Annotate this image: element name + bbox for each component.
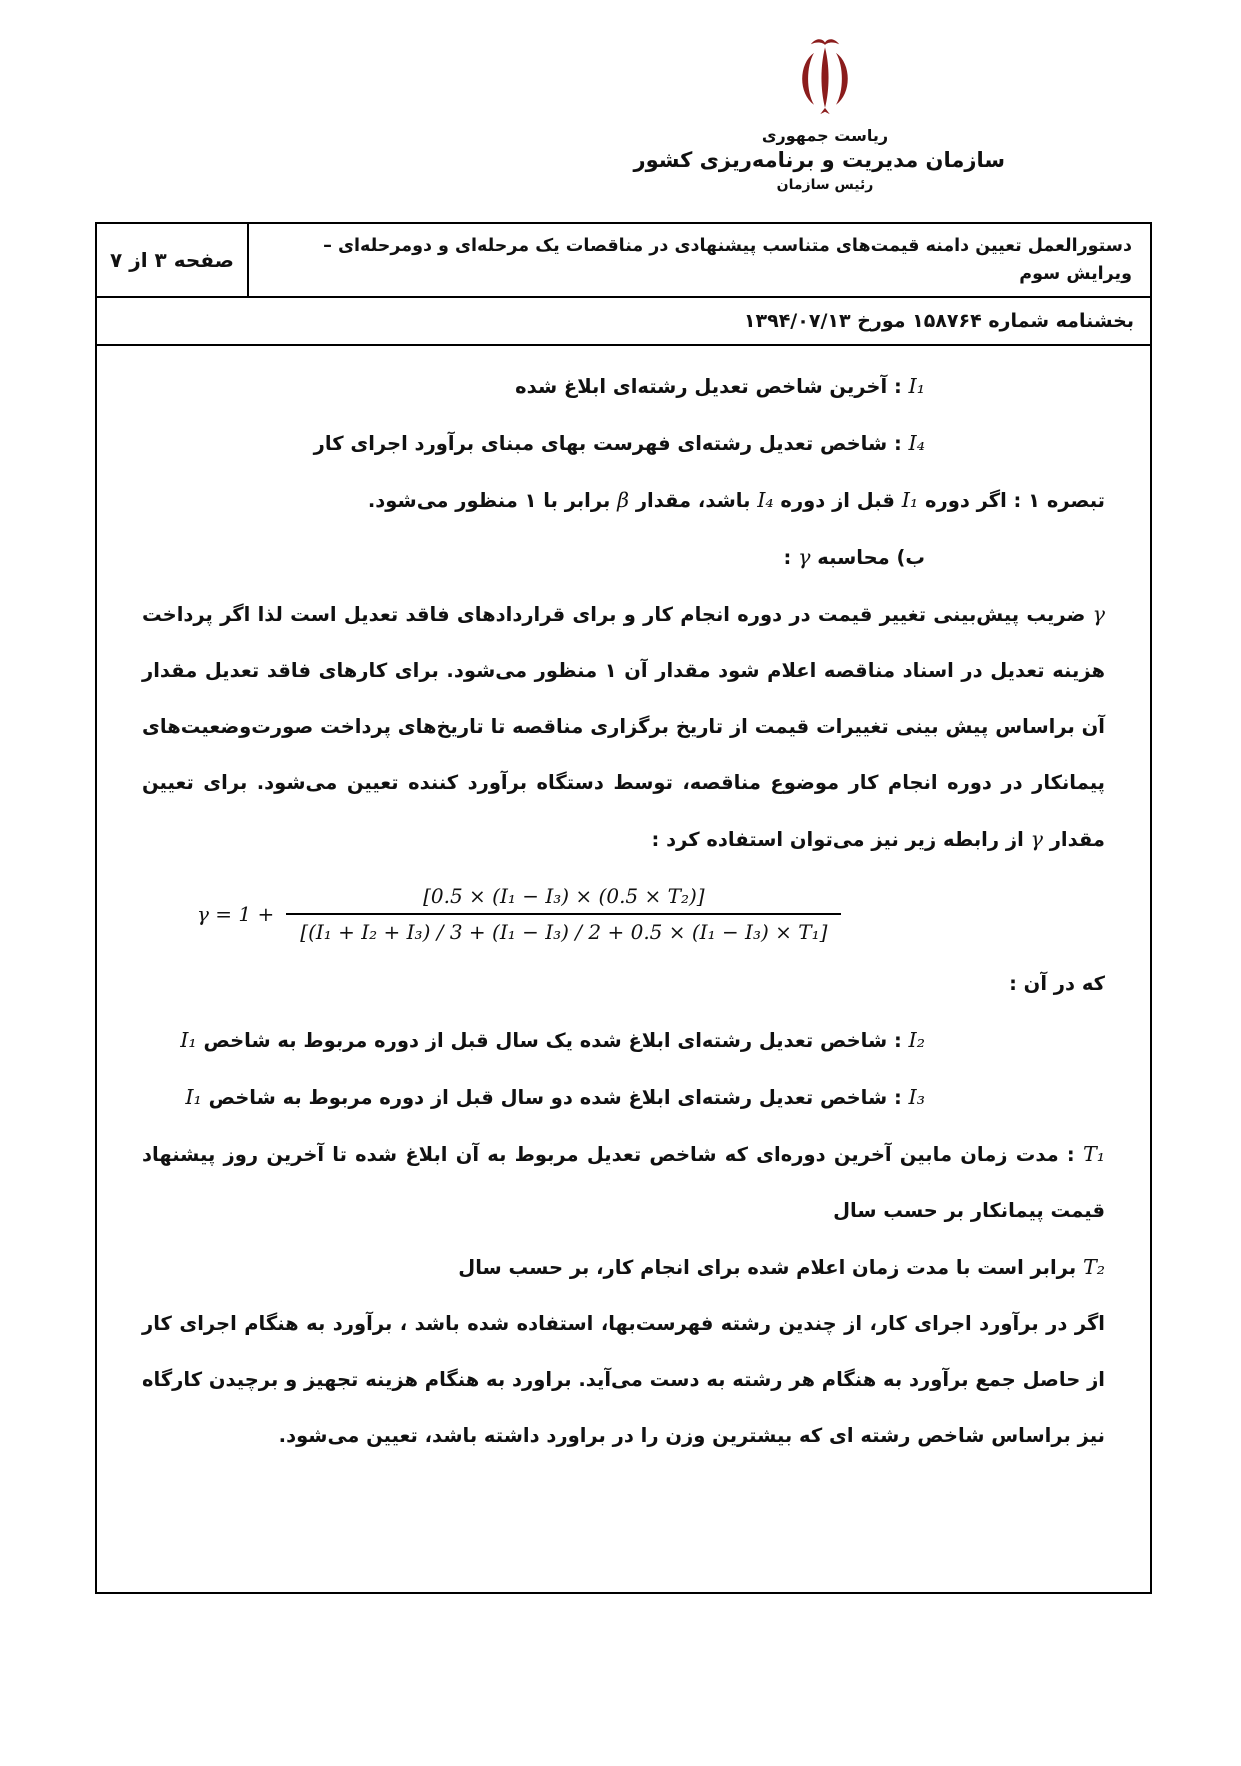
letterhead-presidency: ریاست جمهوری bbox=[761, 126, 889, 145]
text-run: برابر است با مدت زمان اعلام شده برای انجام کار، بر حسب سال bbox=[458, 1256, 1083, 1279]
letterhead-head-of-org: رئیس سازمان bbox=[776, 177, 874, 193]
text-run: ضریب پیش‌بینی تغییر قیمت در دوره انجام کار و برای قراردادهای فاقد تعدیل است لذا اگر پرداخت هزینه تعدیل در اسناد مناقصه اعلام شود مقدار آن ۱ منظور می‌شود. برای کارهای فاقد تعدیل مقدار آن براساس پیش بینی تغییرات قیمت از تاریخ برگزاری مناقصه تا تاریخ‌های پرداخت صورت‌وضعیت‌های پیمانکار در دوره انجام کار موضوع مناقصه، توسط دستگاه برآورد کننده تعیین می‌شود. برای تعیین مقدار bbox=[142, 603, 1105, 851]
math-token: T₂ bbox=[1082, 1255, 1105, 1279]
header-title-row bbox=[97, 224, 1150, 298]
math-token: γ bbox=[1092, 602, 1105, 626]
where-clause bbox=[142, 956, 1105, 1012]
definition-i4 bbox=[142, 415, 1105, 472]
math-token: I₃ bbox=[908, 1085, 925, 1109]
text-run: : مدت زمان مابین آخرین دوره‌ای که شاخص تعدیل مربوط به آن ابلاغ شده تا آخرین روز پیشنهاد قیمت پیمانکار بر حسب سال bbox=[142, 1143, 1105, 1222]
math-token: I₁ bbox=[908, 374, 925, 398]
text-run: باشد، مقدار bbox=[629, 489, 758, 512]
definition-i3 bbox=[142, 1069, 1105, 1126]
math-token: γ bbox=[1030, 827, 1043, 851]
gamma-paragraph bbox=[142, 586, 1105, 868]
text-run: از رابطه زیر نیز می‌توان استفاده کرد : bbox=[651, 828, 1031, 851]
text-run: اگر در برآورد اجرای کار، از چندین رشته فهرست‌بها، استفاده شده باشد ، برآورد به هنگام اجرای کار از حاصل جمع برآورد به هنگام هر رشته به دست می‌آید. براورد به هنگام هزینه تجهیز و برچیدن کارگاه نیز براساس شاخص رشته ای که بیشترین وزن را در براورد داشته باشد، تعیین می‌شود. bbox=[142, 1312, 1105, 1447]
letterhead-organization: سازمان مدیریت و برنامه‌ریزی کشور bbox=[633, 148, 1005, 172]
definition-t1 bbox=[142, 1126, 1105, 1239]
formula-denominator: [(I₁ + I₂ + I₃) / 3 + (I₁ − I₃) / 2 + 0.5 × (I₁ − I₃) × T₁] bbox=[286, 913, 841, 944]
document-title: دستورالعمل تعیین دامنه قیمت‌های متناسب پیشنهادی در مناقصات یک مرحله‌ای و دومرحله‌ای – ویرایش سوم bbox=[323, 236, 1132, 284]
math-token: I₄ bbox=[757, 488, 774, 512]
document-body bbox=[97, 346, 1150, 1464]
math-token: β bbox=[617, 488, 630, 512]
page-number-label: صفحه ۳ از ۷ bbox=[97, 224, 249, 296]
text-run: که در آن : bbox=[1009, 972, 1105, 995]
gamma-formula bbox=[197, 884, 841, 944]
text-run: : bbox=[783, 546, 799, 569]
math-token: I₁ bbox=[185, 1085, 202, 1109]
text-run: : آخرین شاخص تعدیل رشته‌ای ابلاغ شده bbox=[515, 375, 909, 398]
definition-i2 bbox=[142, 1012, 1105, 1069]
formula-numerator: [0.5 × (I₁ − I₃) × (0.5 × T₂)] bbox=[423, 884, 705, 908]
formula-fraction bbox=[286, 884, 841, 944]
closing-paragraph bbox=[142, 1296, 1105, 1464]
definition-i1 bbox=[142, 358, 1105, 415]
math-token: I₂ bbox=[908, 1028, 925, 1052]
text-run: : شاخص تعدیل رشته‌ای فهرست بهای مبنای برآورد اجرای کار bbox=[313, 432, 909, 455]
text-run: : شاخص تعدیل رشته‌ای ابلاغ شده دو سال قبل از دوره مربوط به شاخص bbox=[201, 1086, 909, 1109]
math-token: I₁ bbox=[901, 488, 919, 512]
math-token: γ bbox=[798, 545, 811, 569]
section-b-heading bbox=[142, 529, 1105, 586]
text-run: قبل از دوره bbox=[773, 489, 902, 512]
text-run: برابر با ۱ منظور می‌شود. bbox=[367, 489, 618, 512]
math-token: I₁ bbox=[180, 1028, 197, 1052]
math-token: I₄ bbox=[908, 431, 925, 455]
document-frame bbox=[95, 222, 1152, 1594]
definition-t2 bbox=[142, 1239, 1105, 1296]
text-run: تبصره ۱ : اگر دوره bbox=[918, 489, 1105, 512]
circular-reference-line: بخشنامه شماره ۱۵۸۷۶۴ مورخ ۱۳۹۴/۰۷/۱۳ bbox=[97, 298, 1150, 346]
iran-emblem-icon bbox=[783, 34, 867, 122]
note-1 bbox=[142, 472, 1105, 529]
formula-lhs: γ = 1 + bbox=[197, 902, 275, 926]
text-run: ب) محاسبه bbox=[810, 546, 925, 569]
math-token: T₁ bbox=[1082, 1142, 1105, 1166]
letterhead bbox=[633, 34, 1005, 193]
text-run: : شاخص تعدیل رشته‌ای ابلاغ شده یک سال قبل از دوره مربوط به شاخص bbox=[196, 1029, 909, 1052]
